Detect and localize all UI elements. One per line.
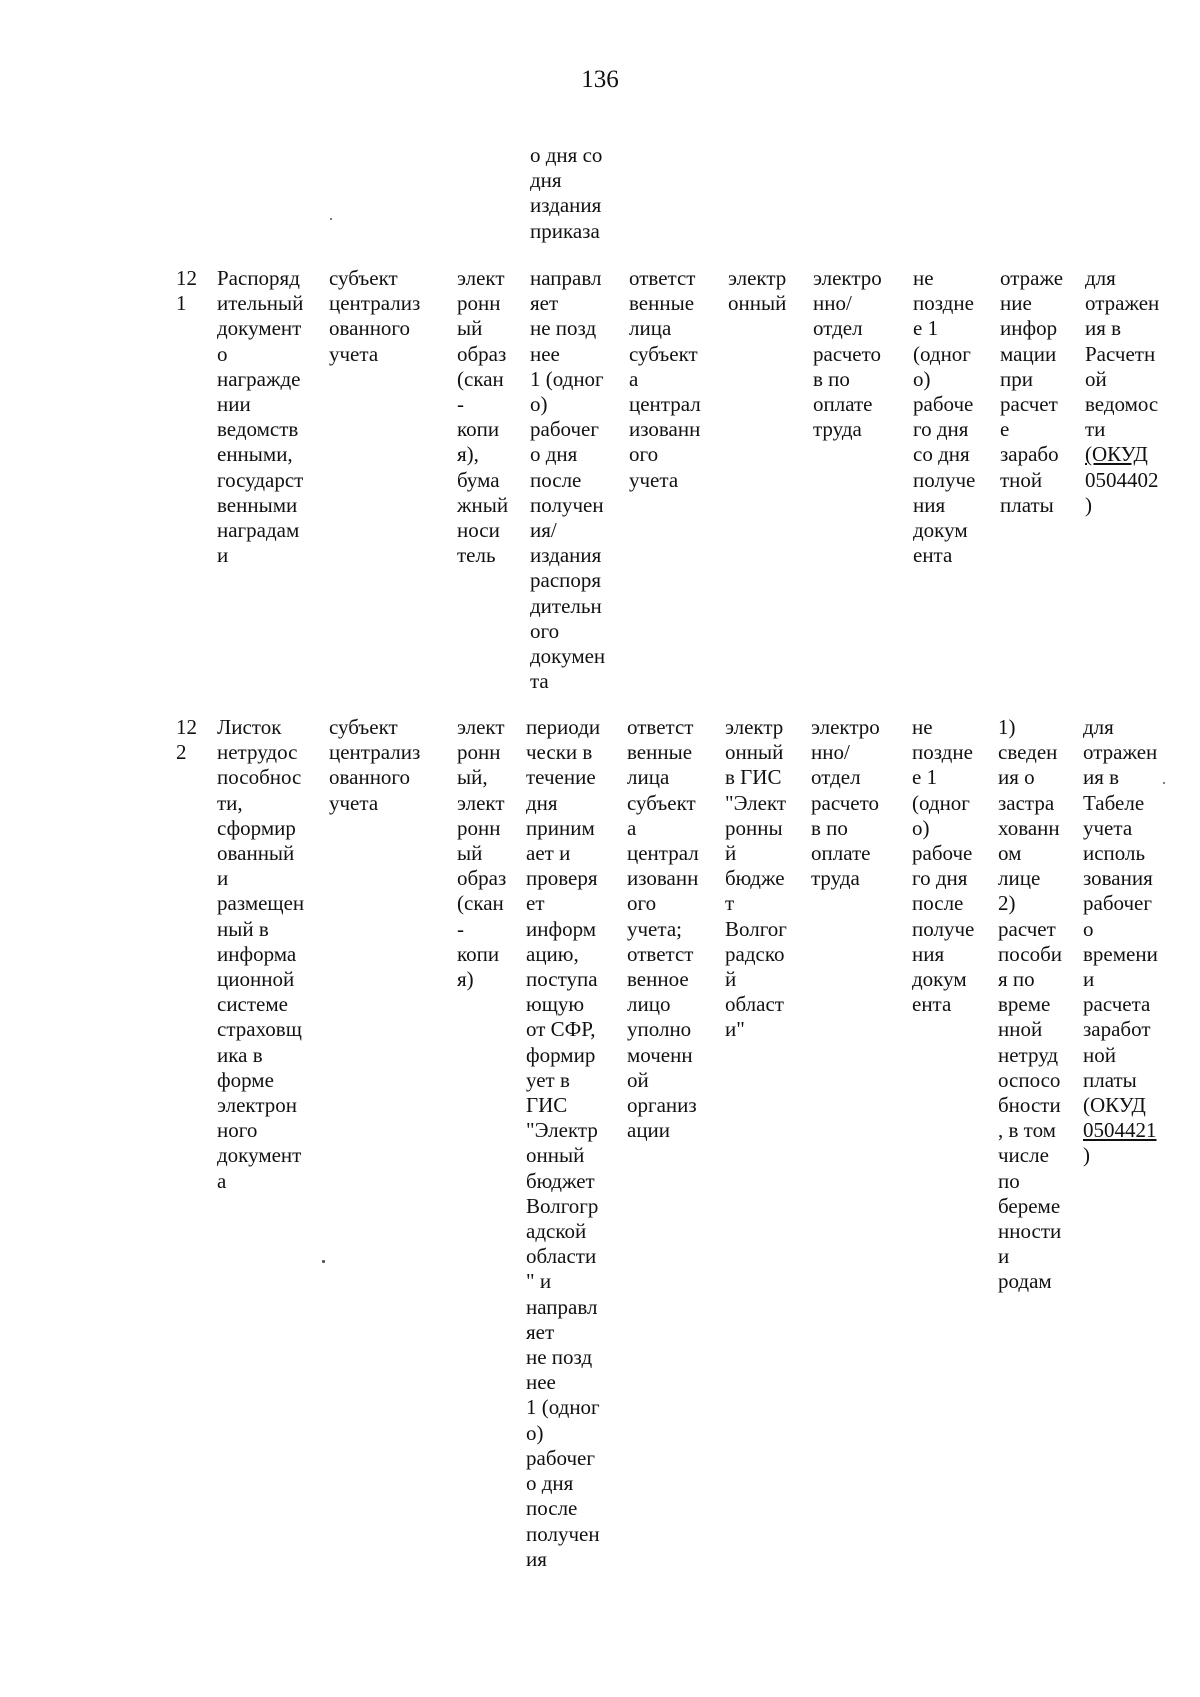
responsible-cell: ответст венные лица субъект а централ изованн ого учета; ответст венное лицо уполно моченн ой организ ации: [627, 715, 699, 1143]
register-text-tail: 0504402 ): [1085, 467, 1159, 517]
purpose-cell: 1) сведен ия о застра хованн ом лице 2) расчет пособи я по време нной нетруд оспосо бности , в том числе по береме нности и родам: [998, 715, 1063, 1294]
register-cell: [1083, 715, 1158, 1169]
deadline-cell: не поздне е 1 (одног о) рабоче го дня со дня получе ния докум ента: [913, 266, 976, 568]
scan-speck: [1163, 782, 1165, 784]
document-name-cell: Листок нетрудос пособнос ти, сформир ованный и размещен ный в информа ционной системе страховщ ика в форме электрон ного документ а: [217, 715, 305, 1193]
recipient-cell: электро нно/ отдел расчето в по оплате труда: [813, 266, 882, 442]
subject-cell: субъект централиз ованного учета: [329, 266, 421, 366]
row-number: 12 2: [176, 715, 197, 765]
transfer-type-cell: электр онный в ГИС "Элект ронны й бюдже т Волгог радско й област и": [725, 715, 787, 1042]
responsible-cell: ответст венные лица субъект а централ изованн ого учета: [629, 266, 701, 492]
register-text: для отражен ия в Табеле учета исполь зования рабочег о времени и расчета заработ ной платы (ОКУД: [1083, 715, 1158, 1118]
procedure-cell: направл яет не позд нее 1 (одног о) рабочег о дня после получен ия/ издания распоря дительн ого докумен та: [530, 266, 606, 694]
deadline-cell: не поздне е 1 (одног о) рабоче го дня после получе ния докум ента: [912, 715, 975, 1017]
register-text-tail: ): [1083, 1143, 1090, 1168]
document-name-cell: Распоряд ительный документ о награжде нии ведомств енными, государст венными наградам и: [217, 266, 304, 568]
scan-speck: [330, 218, 332, 220]
format-cell: элект ронн ый, элект ронн ый образ (скан - копи я): [457, 715, 507, 992]
okud-link[interactable]: 0504421: [1083, 1118, 1157, 1143]
subject-cell: субъект централиз ованного учета: [329, 715, 421, 815]
format-cell: элект ронн ый образ (скан - копи я), бума жный носи тель: [457, 266, 509, 568]
page-number: 136: [581, 66, 619, 93]
purpose-cell: отраже ние инфор мации при расчет е зарабо тной платы: [1000, 266, 1064, 517]
register-text: для отражен ия в Расчетн ой ведомос ти: [1085, 266, 1160, 442]
row-number: 12 1: [176, 266, 197, 316]
procedure-cell: периоди чески в течение дня приним ает и проверя ет информ ацию, поступа ющую от СФР, формир ует в ГИС "Электр онный бюджет Волгогр адской области " и направл яет не позд нее 1 (одног о) рабочег о дня после получен ия: [526, 715, 601, 1571]
continuation-cell: о дня со дня издания приказа: [530, 143, 603, 243]
recipient-cell: электро нно/ отдел расчето в по оплате труда: [811, 715, 880, 891]
register-cell: [1085, 266, 1159, 518]
transfer-type-cell: электр онный: [728, 266, 787, 316]
scan-speck: [322, 1260, 325, 1263]
okud-link[interactable]: (ОКУД: [1085, 442, 1148, 467]
